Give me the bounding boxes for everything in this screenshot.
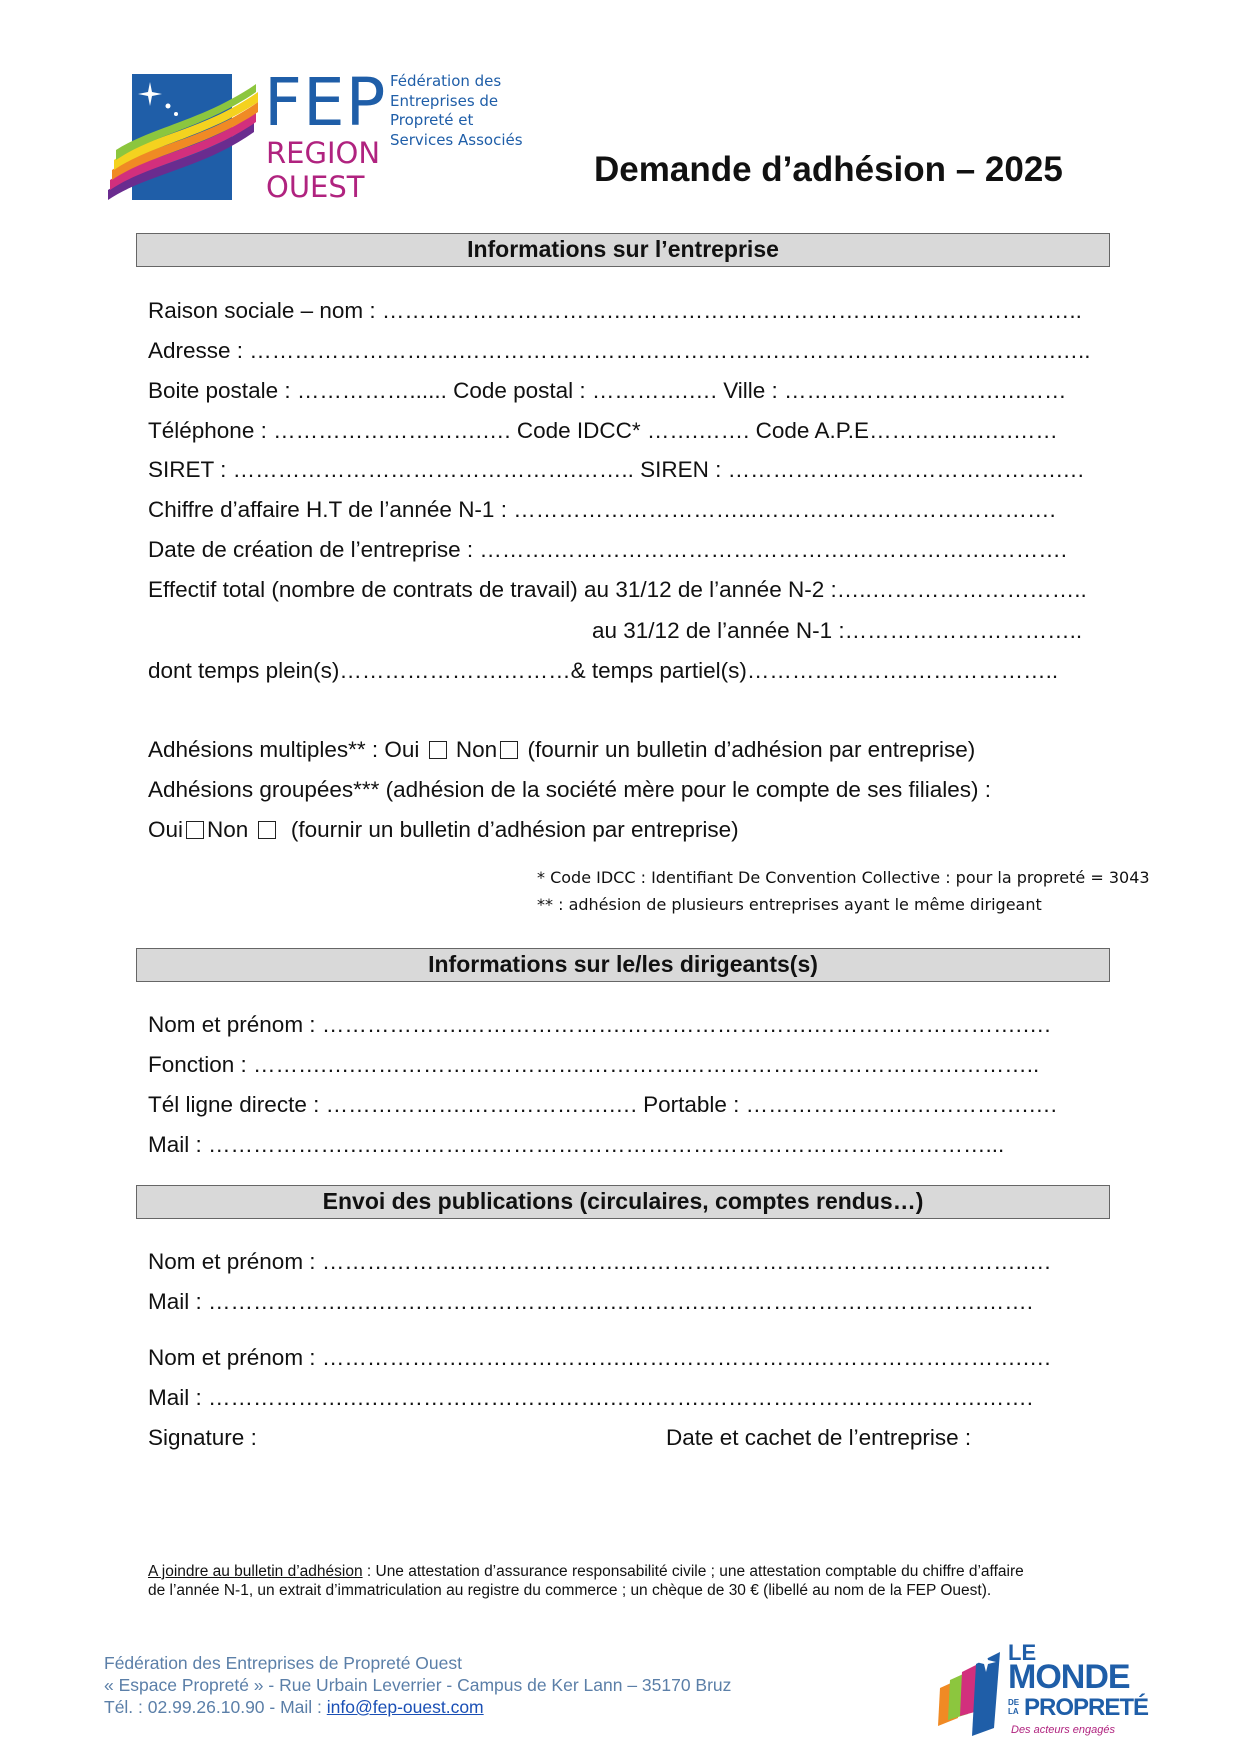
attachments-note xyxy=(148,1562,1024,1600)
field-dirigeant-fonction[interactable]: Fonction : ……….….………………………….………….……………………………….……….. xyxy=(148,1052,1040,1077)
page-title: Demande d’adhésion – 2025 xyxy=(594,150,1063,189)
tagline-line: Entreprises de xyxy=(390,91,499,110)
tagline-line: Fédération des xyxy=(390,72,502,90)
signature-label: Signature : xyxy=(148,1425,257,1450)
footer-contact xyxy=(104,1697,484,1718)
adhesions-groupees-non-label: Non xyxy=(207,817,249,842)
logo-region-text: REGION xyxy=(266,136,381,170)
adhesions-multiples-row xyxy=(148,737,975,763)
checkbox-multiples-oui[interactable] xyxy=(429,741,447,759)
field-chiffre-affaire[interactable]: Chiffre d’affaire H.T de l’année N-1 : …………………………...…………………………………. xyxy=(148,497,1056,522)
section-heading-company: Informations sur l’entreprise xyxy=(136,233,1110,267)
le-monde-de-la-proprete-logo xyxy=(936,1640,1149,1740)
fep-logo xyxy=(104,64,524,210)
field-publication-mail-2[interactable]: Mail : ……………….….………………………….………….……………………………….……. xyxy=(148,1385,1034,1410)
attachments-line-1 xyxy=(148,1562,1024,1581)
checkbox-groupees-non[interactable] xyxy=(258,821,276,839)
footer-email-link[interactable]: info@fep-ouest.com xyxy=(326,1697,484,1717)
monde-proprete-logo-mark xyxy=(936,1648,1006,1738)
logo-tagline xyxy=(390,72,523,150)
checkbox-multiples-non[interactable] xyxy=(500,741,518,759)
footer-org: Fédération des Entreprises de Propreté Ouest xyxy=(104,1653,462,1673)
field-dirigeant-mail[interactable]: Mail : ……………….….………………………………………………………………………... xyxy=(148,1132,1005,1157)
field-effectif-n1[interactable]: au 31/12 de l’année N-1 :………………………….. xyxy=(592,618,1083,643)
adhesions-groupees-suffix: (fournir un bulletin d’adhésion par entreprise) xyxy=(290,817,739,842)
date-cachet-label: Date et cachet de l’entreprise : xyxy=(666,1425,972,1450)
attachments-label: A joindre au bulletin d’adhésion xyxy=(148,1563,363,1580)
field-dirigeant-nom[interactable]: Nom et prénom : ……………….………………….…………………….……………………….…. xyxy=(148,1012,1051,1037)
fep-logo-mark xyxy=(104,70,264,205)
adhesions-multiples-label: Adhésions multiples** : Oui xyxy=(148,737,420,762)
tagline-line: Services Associés xyxy=(390,130,523,149)
field-telephone[interactable]: Téléphone : ……………………….…. Code IDCC* …….……. Code A.P.E……….…...….…… xyxy=(148,418,1058,443)
field-dirigeant-telephone[interactable]: Tél ligne directe : ……………….……………….…. Portable : ………………….…………….…. xyxy=(148,1092,1057,1117)
adhesions-groupees-row xyxy=(148,817,739,843)
section-heading-publications: Envoi des publications (circulaires, comptes rendus…) xyxy=(136,1185,1110,1219)
note-adhesions-multiples: ** : adhésion de plusieurs entreprises ayant le même dirigeant xyxy=(537,895,1042,914)
adhesions-multiples-suffix: (fournir un bulletin d’adhésion par entreprise) xyxy=(527,737,976,762)
field-publication-nom-1[interactable]: Nom et prénom : ……………….………………….…………………….……………………….…. xyxy=(148,1249,1051,1274)
logo-fep-text: FEP xyxy=(264,64,387,141)
field-adresse[interactable]: Adresse : ……………………….…………………………………….……………………………….….. xyxy=(148,338,1091,363)
footer-address: « Espace Propreté » - Rue Urbain Leverrier - Campus de Ker Lann – 35170 Bruz xyxy=(104,1675,732,1695)
field-publication-mail-1[interactable]: Mail : ……………….….………………………….………….……………………………….……. xyxy=(148,1289,1034,1314)
footer-phone: Tél. : 02.99.26.10.90 - Mail : xyxy=(104,1697,327,1717)
logo-de-la: DE LA xyxy=(1008,1698,1020,1716)
checkbox-groupees-oui[interactable] xyxy=(186,821,204,839)
adhesions-groupees-oui-label: Oui xyxy=(148,817,184,842)
field-publication-nom-2[interactable]: Nom et prénom : ……………….………………….…………………….……………………….…. xyxy=(148,1345,1051,1370)
logo-le: LE xyxy=(1008,1640,1037,1665)
field-boite-postale[interactable]: Boite postale : ……………...... Code postal : ………….…. Ville : ……………………….….…… xyxy=(148,378,1067,403)
adhesions-multiples-non-label: Non xyxy=(455,737,498,762)
note-idcc: * Code IDCC : Identifiant De Convention Collective : pour la propreté = 3043 xyxy=(537,868,1150,887)
field-raison-sociale[interactable]: Raison sociale – nom : ………………………….……………………………….…………………….. xyxy=(148,298,1082,323)
field-date-creation[interactable]: Date de création de l’entreprise : ……….………………………………….……………….………. xyxy=(148,537,1067,562)
field-siret[interactable]: SIRET : ……………………………………….…….. SIREN : …………….……………………….…. xyxy=(148,457,1084,482)
logo-ouest-text: OUEST xyxy=(266,170,365,204)
field-effectif-n2[interactable]: Effectif total (nombre de contrats de travail) au 31/12 de l’année N-2 :…..……………………….. xyxy=(148,577,1087,602)
section-heading-directors: Informations sur le/les dirigeants(s) xyxy=(136,948,1110,982)
tagline-line: Propreté et xyxy=(390,111,474,129)
attachments-text-1: : Une attestation d’assurance responsabilité civile ; une attestation comptable du chiffre d’affaire xyxy=(362,1563,1024,1580)
adhesions-groupees-label: Adhésions groupées*** (adhésion de la société mère pour le compte de ses filiales) : xyxy=(148,777,991,802)
logo-monde: MONDE xyxy=(1008,1658,1130,1696)
logo-slogan: Des acteurs engagés xyxy=(1011,1724,1115,1736)
attachments-text-2: de l’année N-1, un extrait d’immatriculation au registre du commerce ; un chèque de 30 € (libellé au nom de la FEP Ouest). xyxy=(148,1582,992,1599)
field-temps-plein-partiel[interactable]: dont temps plein(s)………………….………& temps partiel(s)………………….……………….. xyxy=(148,658,1059,683)
logo-proprete: PROPRETÉ xyxy=(1024,1694,1149,1721)
